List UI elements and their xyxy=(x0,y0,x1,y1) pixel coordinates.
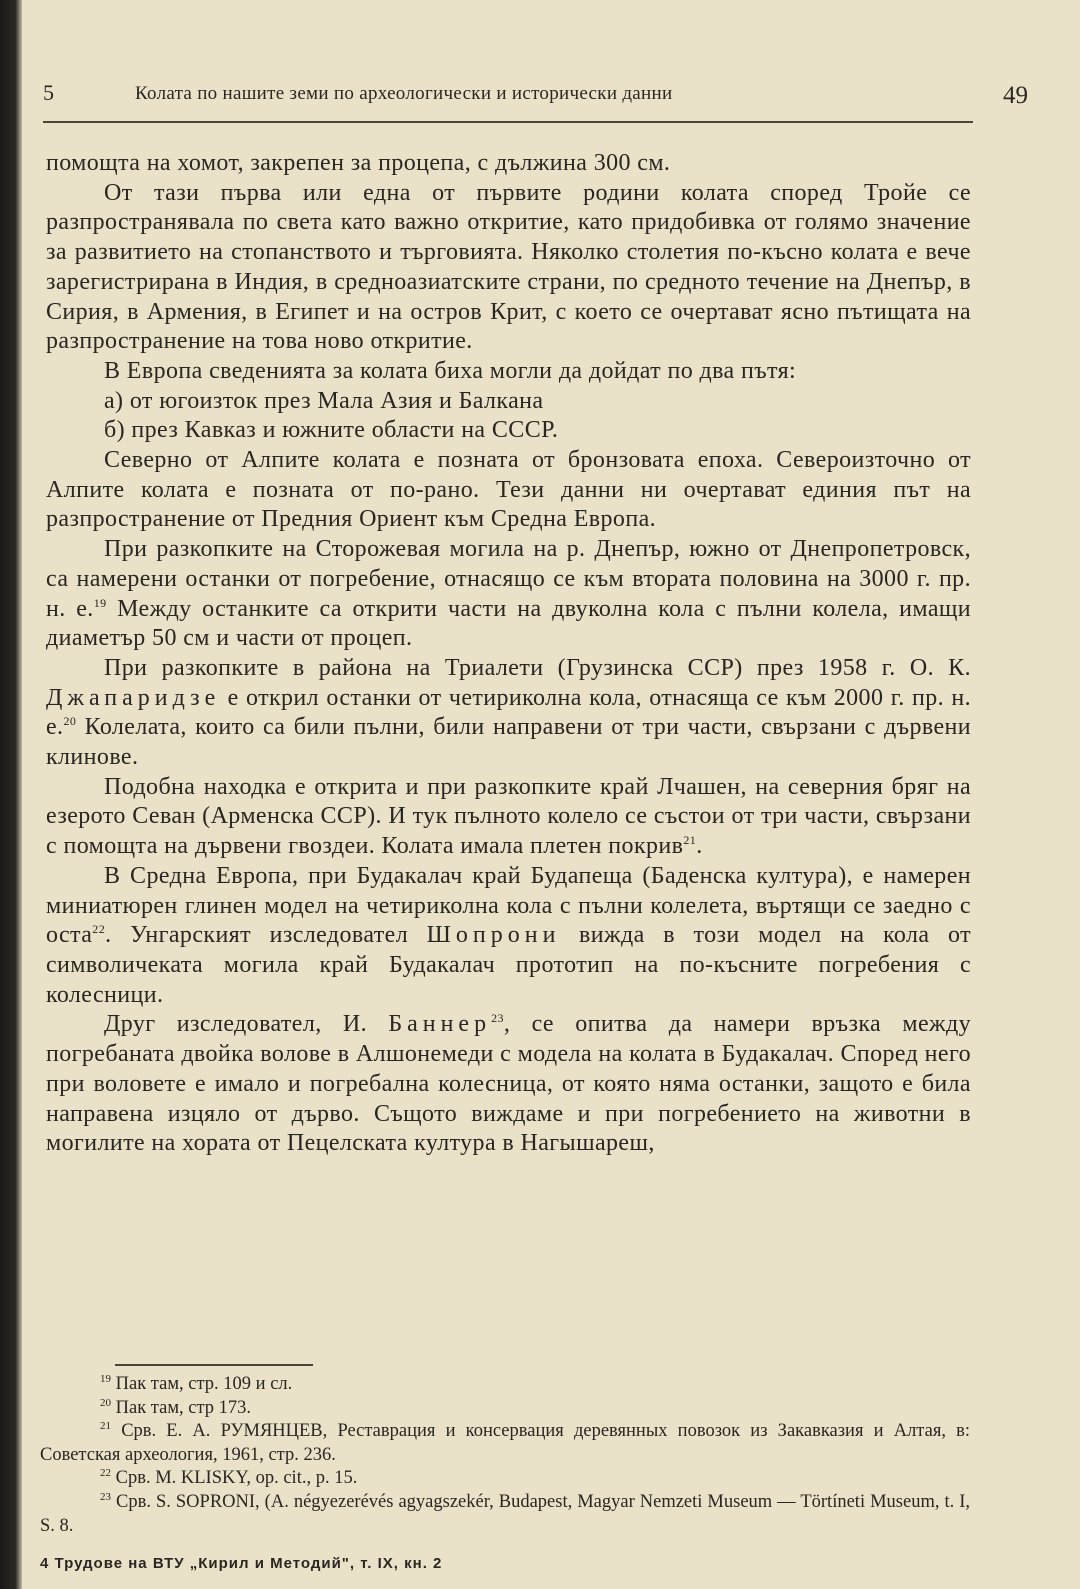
footnote-text: Срв. Е. А. РУМЯНЦЕВ, Реставрация и консервация деревянных повозок из Закавказия и Алтая, в: Советская археология, 1961, стр. 236. xyxy=(40,1421,971,1465)
footnote-text: Срв. М. KLISKY, op. cit., p. 15. xyxy=(115,1468,358,1489)
paragraph-5 xyxy=(46,535,971,654)
printer-signature-line: 4 Трудове на ВТУ „Кирил и Методий", т. IX, кн. 2 xyxy=(40,1555,443,1572)
footnote-23 xyxy=(40,1491,970,1538)
footnote-number: 20 xyxy=(100,1396,111,1409)
footnote-rule xyxy=(115,1364,313,1366)
header-rule xyxy=(43,121,973,123)
text-run: При разкопките в района на Триалети (Грузинска ССР) през 1958 г. О. К. xyxy=(104,654,971,681)
list-item-b: б) през Кавказ и южните области на СССР. xyxy=(104,417,559,444)
footnote-ref-20: 20 xyxy=(63,714,77,729)
paragraph-7 xyxy=(46,773,971,862)
text-run: Подобна находка е открита и при разкопките край Лчашен, на северния бряг на езерото Севан (Арменска ССР). И тук пълното колело се състои от три части, свързани с помощта на дървени гвоздеи. Колата имала плетен покрив xyxy=(46,773,971,860)
footnotes xyxy=(40,1373,970,1538)
text-run: Между останките са открити части на двуколна кола с пълни колела, имащи диаметър 50 см и части от процеп. xyxy=(46,595,972,652)
text-run: В Средна Европа, при Будакалач край Будапеща (Баденска култура), е намерен миниатюрен глинен модел на четириколна кола с пълни колелета, въртящи се заедно с оста xyxy=(46,862,971,949)
footnote-20 xyxy=(40,1397,970,1421)
footnote-ref-19: 19 xyxy=(93,595,107,610)
author-name-spaced: Шопрони xyxy=(426,922,561,949)
book-spine-shadow xyxy=(0,0,22,1589)
paragraph-3: В Европа сведенията за колата биха могли да дойдат по два пътя: xyxy=(104,357,797,384)
footnote-ref-21: 21 xyxy=(683,833,697,848)
text-run: вижда в този модел на кола от символичеката могила край Будакалач прототип на по-късните погребения с колесници. xyxy=(46,922,971,1008)
author-name-spaced: Баннер xyxy=(388,1011,492,1038)
page-number: 49 xyxy=(1003,82,1028,109)
footnote-21 xyxy=(40,1420,970,1467)
text-run: Колелата, които са били пълни, били направени от три части, свързани с дървени клинове. xyxy=(46,714,971,771)
running-header xyxy=(40,80,1050,114)
paragraph-9 xyxy=(46,1010,971,1159)
running-title: Колата по нашите земи по археологически и исторически данни xyxy=(135,83,673,104)
paragraph-2: От тази първа или една от първите родини колата според Тройе се разпространявала по света като важно откритие, като придобивка от голямо значение за развитието на стопанството и търговията. Няколко столетия по-късно колата е вече зарегистрирана в Индия, в средноазиатските страни, по средното течение на Днепър, в Сирия, в Армения, в Египет и на остров Крит, с което се очертават ясно пътищата на разпространение на това ново откритие. xyxy=(46,179,971,355)
text-run: Друг изследовател, И. xyxy=(104,1011,389,1038)
footnote-number: 21 xyxy=(100,1420,111,1433)
footnote-number: 23 xyxy=(100,1490,111,1503)
text-run: е открил останки от четириколна кола, отнасяща се към 2000 г. пр. н. е. xyxy=(46,684,971,741)
text-run: , се опитва да намери връзка между погребаната двойка волове в Алшонемеди с модела на колата в Будакалач. Според него при воловете е имало и погребална колесница, от която няма останки, защото е била направена изцяло от дърво. Същото виждаме и при погребението на животни в могилите на хората от Пецелската култура в Нагышареш, xyxy=(46,1011,972,1157)
footnote-text: Пак там, стр. 109 и сл. xyxy=(115,1374,293,1394)
signature-number: 5 xyxy=(43,80,54,105)
list-item-a: а) от югоизток през Мала Азия и Балкана xyxy=(104,387,544,414)
body-text xyxy=(46,149,971,1159)
text-run: . Унгарският изследовател xyxy=(105,922,427,949)
text-run: . xyxy=(696,833,703,860)
footnote-number: 19 xyxy=(100,1372,111,1385)
paragraph-1: помощта на хомот, закрепен за процепа, с дължина 300 см. xyxy=(46,150,671,176)
footnote-number: 22 xyxy=(100,1467,111,1480)
text-run: При разкопките на Сторожевая могила на р. Днепър, южно от Днепропетровск, са намерени останки от погребение, отнасящо се към втората половина на 3000 г. пр. н. е. xyxy=(46,536,971,622)
footnote-22 xyxy=(40,1467,970,1491)
footnote-text: Пак там, стр 173. xyxy=(115,1397,252,1418)
author-name-spaced: Джапаридзе xyxy=(46,684,221,711)
paragraph-6 xyxy=(46,654,971,773)
footnote-text: Срв. S. SOPRONI, (A. négyezerévés agyagszekér, Budapest, Magyar Nemzeti Museum — Törtíneti Museum, t. I, S. 8. xyxy=(40,1491,971,1536)
footnote-ref-23: 23 xyxy=(491,1011,504,1026)
footnote-ref-22: 22 xyxy=(92,922,106,937)
paragraph-4: Северно от Алпите колата е позната от бронзовата епоха. Североизточно от Алпите колата е позната от по-рано. Тези данни ни очертават единия път на разпространение от Предния Ориент към Средна Европа. xyxy=(46,447,971,533)
footnote-19 xyxy=(40,1373,970,1397)
paragraph-8 xyxy=(46,862,971,1011)
book-page xyxy=(40,0,1060,1589)
